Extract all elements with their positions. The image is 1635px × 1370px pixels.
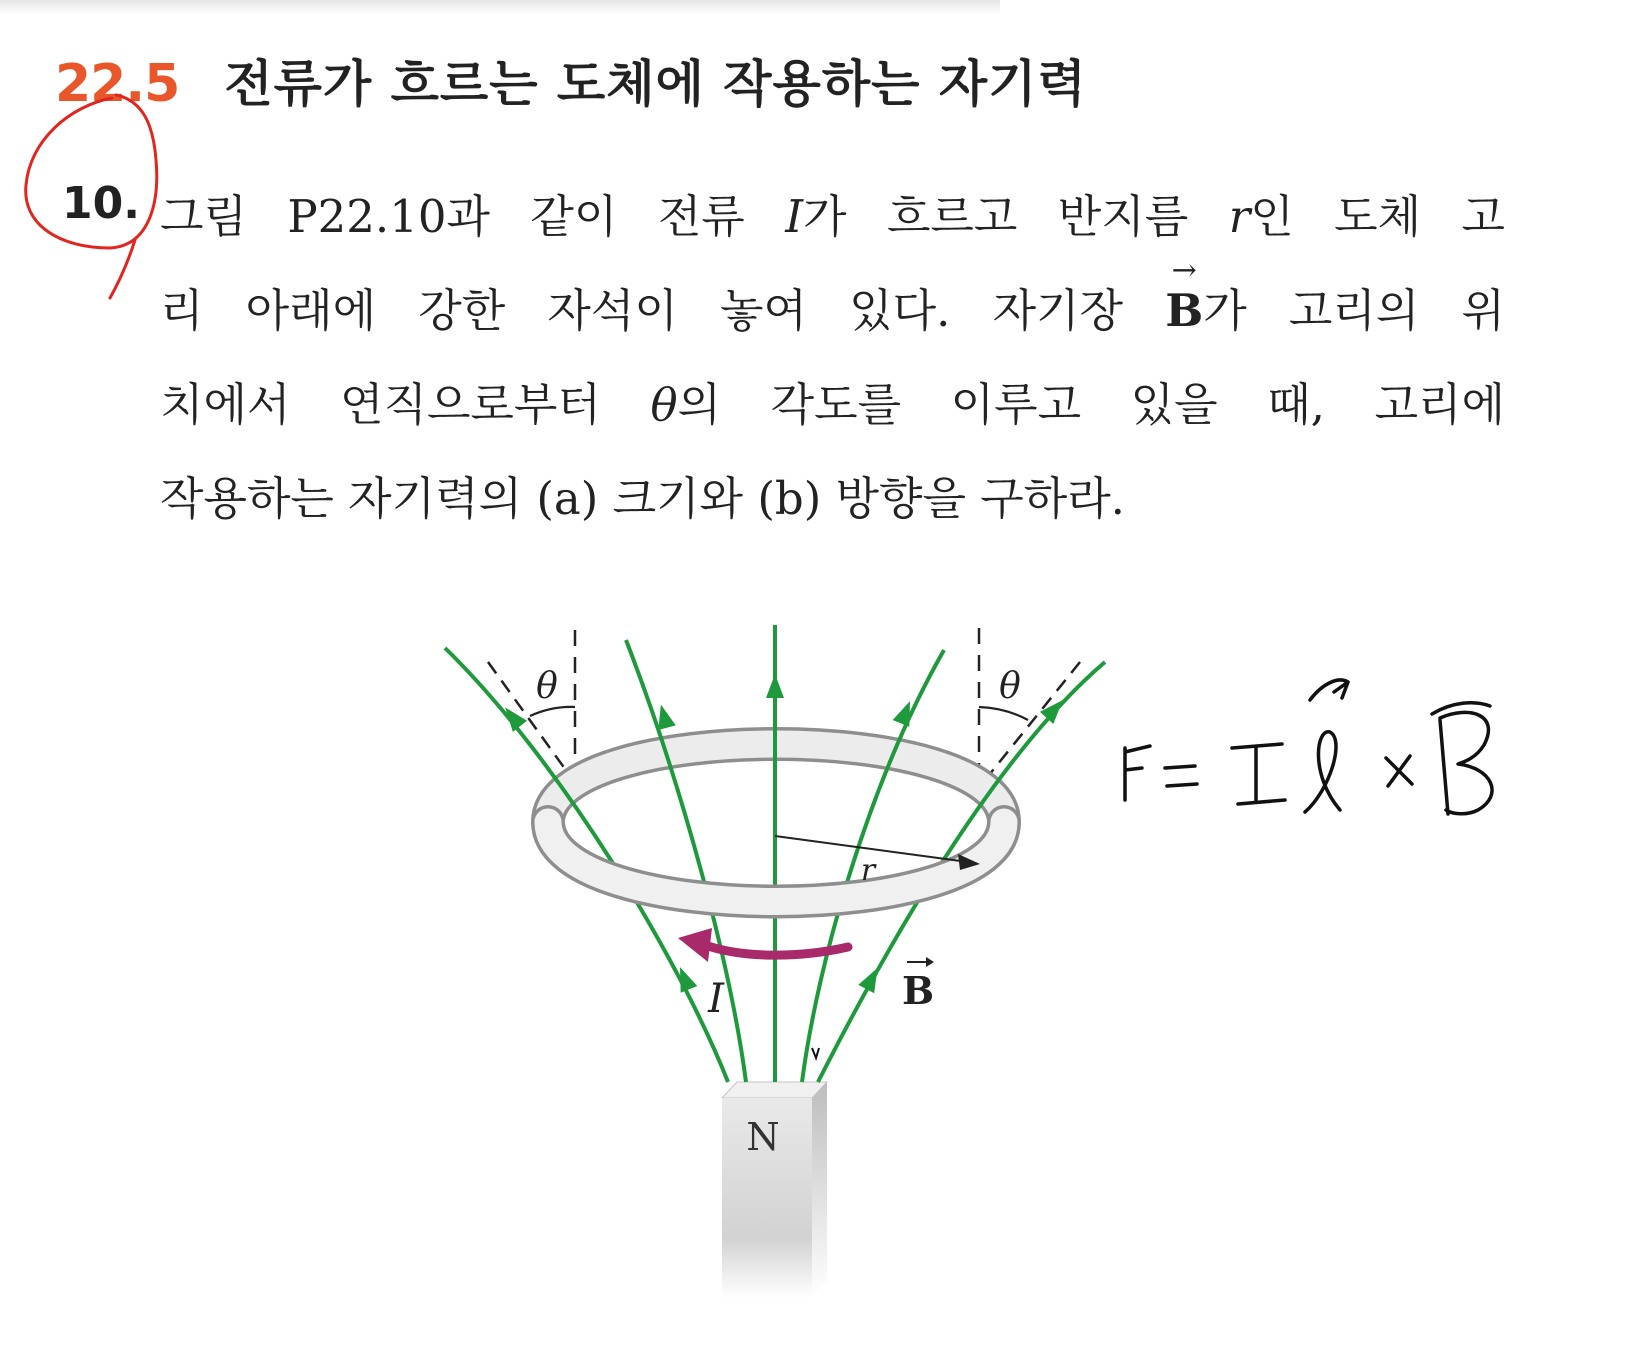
magnet-pole-label: N [746, 1115, 780, 1159]
field-arrow-left-top [498, 702, 527, 732]
radius-symbol: r [1228, 190, 1251, 243]
section-number: 22.5 [55, 54, 180, 114]
problem-line-1: 그림 P22.10과 같이 전류 I가 흐르고 반지름 r인 도체 고 [160, 190, 1505, 243]
problem-line-4: 작용하는 자기력의 (a) 크기와 (b) 방향을 구하라. [160, 472, 1125, 525]
tangent-line-left [488, 662, 573, 780]
current-label: I [708, 976, 724, 1022]
problem-line-3: 치에서 연직으로부터 θ의 각도를 이루고 있을 때, 고리에 [160, 378, 1506, 431]
field-line-2 [626, 640, 746, 1082]
angle-arc-left [530, 707, 575, 716]
field-vector-symbol: → B [1165, 264, 1203, 358]
theta-label-right: θ [999, 666, 1021, 707]
bar-magnet [722, 1082, 827, 1298]
field-arrow-center-top [766, 674, 784, 698]
field-label: B [901, 968, 935, 1013]
theta-symbol: θ [650, 378, 678, 431]
field-label-vector-head [926, 957, 934, 967]
angle-arc-right [979, 707, 1028, 720]
current-symbol: I [785, 190, 804, 243]
field-arrow-right-bottom [858, 964, 885, 994]
current-arrowhead [678, 928, 712, 962]
current-direction-arrow [708, 946, 848, 955]
problem-number: 10. [62, 178, 140, 229]
section-title: 전류가 흐르는 도체에 작용하는 자기력 [224, 55, 1087, 113]
theta-label-left: θ [536, 666, 558, 707]
radius-label: r [860, 853, 876, 888]
problem-line-2: 리 아래에 강한 자석이 놓여 있다. 자기장 → B가 고리의 위 [160, 264, 1505, 358]
